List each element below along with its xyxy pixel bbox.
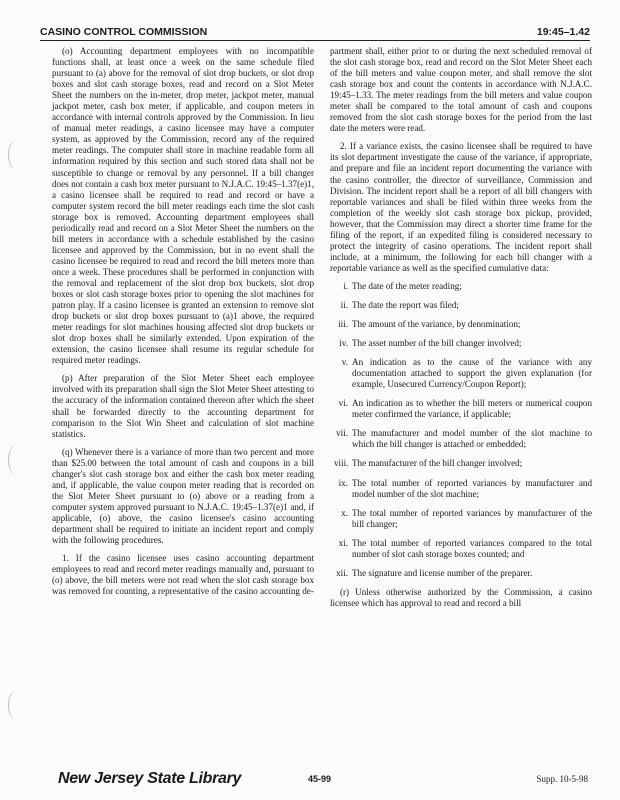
list-item-text: The asset number of the bill changer involved; xyxy=(352,338,522,349)
left-column xyxy=(52,46,314,604)
list-item-number: xii. xyxy=(336,567,348,578)
running-header xyxy=(40,18,590,41)
punch-hole-mark xyxy=(8,445,25,475)
list-item xyxy=(330,568,592,579)
list-item-text: The date the report was filed; xyxy=(352,299,459,310)
library-stamp: New Jersey State Library xyxy=(58,770,242,787)
list-item-text: The manufacturer and model number of the slot machine to which the bill changer is attached or embedded; xyxy=(352,428,592,450)
list-item xyxy=(330,458,592,469)
page-footer xyxy=(58,770,588,790)
list-item-text: The signature and license number of the preparer. xyxy=(352,567,533,578)
list-item-text: The total number of reported variances by manufacturer of the bill changer; xyxy=(352,507,592,529)
paragraph: 1. If the casino licensee uses casino accounting department employees to read and record meter readings manually and, pursuant to (o) above, the bill meters were not read when the slot cash storage box was removed for counting, a representative of the casino accounting de- xyxy=(52,553,314,597)
list-item-number: i. xyxy=(343,280,348,291)
list-item-number: xi. xyxy=(338,537,348,548)
paragraph: (r) Unless otherwise authorized by the Commission, a casino licensee which has approval to read and record a bill xyxy=(330,586,592,608)
list-item xyxy=(330,538,592,560)
paragraph-continued: partment shall, either prior to or during the next scheduled removal of the slot cash storage box, read and record on the Slot Meter Sheet each of the bill meters and value coupon meter, and shall remove the slot cash storage box and count the contents in accordance with N.J.A.C. 19:45–1.33. The meter readings from the bill meters and value coupon meter shall be compared to the total amount of cash and coupons removed from the slot cash storage boxes for the period from the last date the meters were read. xyxy=(330,46,592,134)
page-number: 45-99 xyxy=(308,774,332,784)
list-item-number: iv. xyxy=(339,338,348,349)
list-item xyxy=(330,428,592,450)
punch-hole-mark xyxy=(8,690,25,720)
list-item xyxy=(330,478,592,500)
list-item-text: The manufacturer of the bill changer involved; xyxy=(352,458,523,469)
supplement-date: Supp. 10-5-98 xyxy=(536,774,588,784)
list-item-text: The total number of reported variances by manufacturer and model number of the slot machine; xyxy=(352,477,592,499)
list-item-text: The total number of reported variances compared to the total number of slot cash storage boxes counted; and xyxy=(352,537,592,559)
list-item-number: vi. xyxy=(338,398,348,409)
list-item-number: x. xyxy=(341,507,348,518)
list-item-number: vii. xyxy=(336,428,348,439)
list-item-text: The amount of the variance, by denomination; xyxy=(352,319,521,330)
list-item-number: viii. xyxy=(334,458,349,469)
list-item-number: ii. xyxy=(340,299,348,310)
list-item xyxy=(330,357,592,390)
list-item xyxy=(330,300,592,311)
punch-hole-mark xyxy=(8,140,25,170)
list-item-number: v. xyxy=(341,357,348,368)
list-item-text: An indication as to whether the bill meters or numerical coupon meter confirmed the variance, if applicable; xyxy=(352,398,592,420)
paragraph: (p) After preparation of the Slot Meter Sheet each employee involved with its preparation shall sign the Slot Meter Sheet attesting to the accuracy of the information contained thereon after which the sheet shall be forwarded directly to the accounting department for comparison to the Slot Win Sheet and calculation of slot machine statistics. xyxy=(52,373,314,439)
list-item xyxy=(330,398,592,420)
paragraph: 2. If a variance exists, the casino licensee shall be required to have its slot department investigate the cause of the variance, if appropriate, and prepare and file an incident report documenting the variance with the casino controller, the director of surveillance, Commission and Division. The incident report shall be a report of all bill changers with reportable variances and shall be filed within three weeks from the completion of the weekly slot cash storage box pickup, provided, however, that the Commission may direct a shorter time frame for the filing of the report, if an expedited filing is considered necessary to protect the integrity of casino operations. The incident report shall include, at a minimum, the following for each bill changer with a reportable variance as well as the specified cumulative data: xyxy=(330,141,592,273)
list-item-text: An indication as to the cause of the variance with any documentation attached to support the given explanation (for example, Unsecured Currency/Coupon Report); xyxy=(352,357,592,390)
list-item-text: The date of the meter reading; xyxy=(352,280,462,291)
list-item-number: iii. xyxy=(338,319,348,330)
list-item xyxy=(330,338,592,349)
list-item xyxy=(330,319,592,330)
list-item xyxy=(330,281,592,292)
header-title: CASINO CONTROL COMMISSION xyxy=(40,26,208,38)
list-item-number: ix. xyxy=(338,477,348,488)
paragraph: (o) Accounting department employees with no incompatible functions shall, at least once a week on the same schedule filed pursuant to (a) above for the removal of slot drop buckets, or slot drop boxes and slot cash storage boxes, read and record on a Slot Meter Sheet the numbers on the in-meter, drop meter, jackpot meter, manual jackpot meter, cash box meter, if applicable, and coupon meters in accordance with internal controls approved by the Commission. In lieu of manual meter readings, a casino licensee may have a computer system, as approved by the Commission, record any of the required meter readings. The computer shall store in machine readable form all information required by this section and such stored data shall not be susceptible to change or removal by any personnel. If a bill changer does not contain a cash box meter pursuant to N.J.A.C. 19:45–1.37(e)1, a casino licensee shall be required to read and record or have a computer system record the bill meter readings each time the slot cash storage box is removed. Accounting department employees shall periodically read and record on a Slot Meter Sheet the numbers on the bill meters in accordance with a schedule established by the casino licensee and approved by the Commission, but in no event shall the casino licensee be required to read and record the bill meters more than once a week. These procedures shall be performed in conjunction with the removal and replacement of the slot drop box buckets, slot drop boxes or slot cash storage boxes prior to opening the slot machines for patron play. If a casino licensee is granted an extension to remove slot drop buckets or slot drop boxes pursuant to (a)1 above, the required meter readings for slot machines housing affected slot drop buckets or slot drop boxes shall be similarly extended. Upon expiration of the extension, the casino licensee shall resume its regular schedule for required meter readings. xyxy=(52,46,314,366)
right-column xyxy=(330,46,592,616)
list-item xyxy=(330,508,592,530)
header-section-number: 19:45–1.42 xyxy=(536,26,590,38)
paragraph: (q) Whenever there is a variance of more than two percent and more than $25.00 between the total amount of cash and coupons in a bill changer's slot cash storage box and either the cash box meter reading and, if applicable, the value coupon meter reading that is recorded on the Slot Meter Sheet pursuant to (o) above or a reading from a computer system approved pursuant to N.J.A.C. 19:45–1.37(e)1 and, if applicable, (o) above, the casino licensee's casino accounting department shall be required to initiate an incident report and comply with the following procedures. xyxy=(52,446,314,546)
